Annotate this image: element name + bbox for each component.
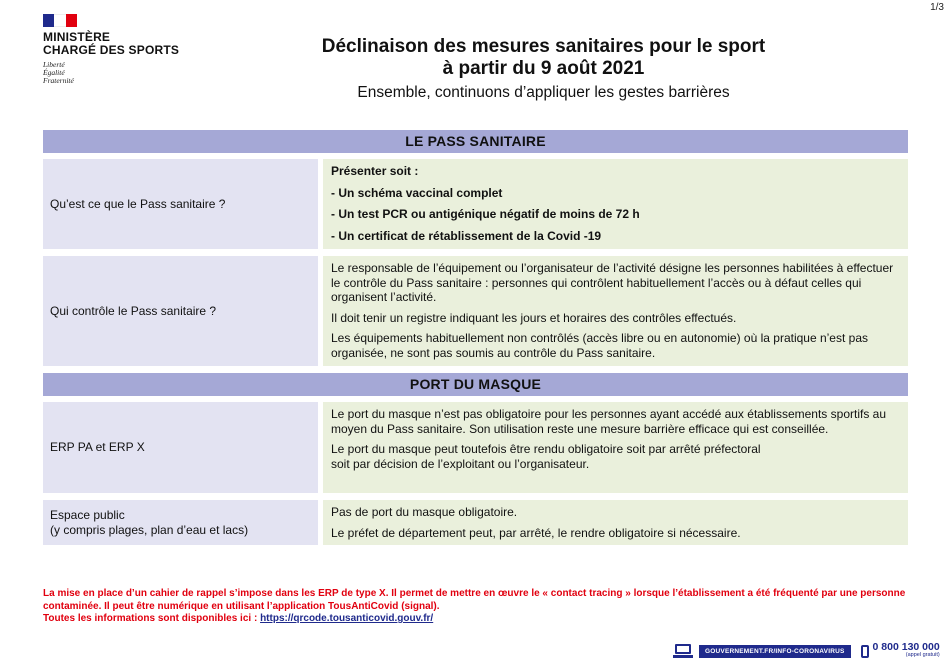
gov-info-link[interactable]: GOUVERNEMENT.FR/INFO-CORONAVIRUS <box>699 645 851 658</box>
section-header-masque: PORT DU MASQUE <box>43 373 908 396</box>
logo-line-1: MINISTÈRE <box>43 30 111 44</box>
motto-egalite: Égalité <box>43 68 65 77</box>
list-item: - Un schéma vaccinal complet <box>331 185 503 200</box>
page-date: à partir du 9 août 2021 <box>442 58 645 79</box>
table-row <box>43 402 908 493</box>
answer-paragraph: Pas de port du masque obligatoire. <box>331 505 518 519</box>
answer-paragraph: Il doit tenir un registre indiquant les jours et horaires des contrôles effectués. <box>331 310 737 325</box>
page-title: Déclinaison des mesures sanitaires pour le sport <box>321 36 766 57</box>
tousanticovid-link[interactable]: https://qrcode.tousanticovid.gouv.fr/ <box>260 613 434 624</box>
question-public-space: Espace public <box>50 507 125 522</box>
answer-paragraph: Le port du masque peut toutefois être rendu obligatoire soit par arrêté préfectoral <box>331 442 761 456</box>
answer-paragraph: Le port du masque n’est pas obligatoire pour les personnes ayant accédé aux établissements sportifs au moyen du Pass sanitaire. Son utilisation reste une mesure barrière efficace qui est conseillée. <box>331 407 886 436</box>
answer-paragraph: Le responsable de l’équipement ou l’organisateur de l’activité désigne les personnes habilitées à effectuer le contrôle du Pass sanitaire : personnes qui contrôlent habituellement l’accès ou à défaut celles qui organisent l’activité. <box>331 261 894 304</box>
question-erp: ERP PA et ERP X <box>50 440 145 454</box>
footnote <box>43 588 923 626</box>
answer-cell <box>323 500 908 545</box>
bottom-bar <box>673 643 940 659</box>
phone-block <box>873 643 940 659</box>
question-cell <box>43 159 318 249</box>
title-block <box>280 36 807 103</box>
page-subtitle: Ensemble, continuons d’appliquer les gestes barrières <box>357 84 730 101</box>
answer-cell <box>323 159 908 249</box>
french-flag-icon <box>43 14 77 27</box>
table-row <box>43 256 908 366</box>
logo-line-2: CHARGÉ DES SPORTS <box>43 43 180 57</box>
question-cell <box>43 402 318 493</box>
ministry-logo <box>43 14 203 85</box>
motto-liberte: Liberté <box>43 60 65 69</box>
motto-fraternite: Fraternité <box>43 76 74 85</box>
footnote-prefix: Toutes les informations sont disponibles ici : <box>43 613 261 624</box>
answer-cell <box>323 256 908 366</box>
phone-subtitle: (appel gratuit) <box>905 652 940 658</box>
answer-cell <box>323 402 908 493</box>
question-who-controls: Qui contrôle le Pass sanitaire ? <box>50 303 217 318</box>
table-row <box>43 500 908 545</box>
question-cell <box>43 500 318 545</box>
answer-paragraph: Les équipements habituellement non contrôlés (accès libre ou en autonomie) où la pratique n’est pas organisée, ne sont pas soumis au contrôle du Pass sanitaire. <box>331 331 868 360</box>
section-header-pass: LE PASS SANITAIRE <box>43 130 908 153</box>
list-item: - Un certificat de rétablissement de la Covid -19 <box>331 228 602 243</box>
question-what-is-pass: Qu’est ce que le Pass sanitaire ? <box>50 196 226 211</box>
answer-paragraph: soit par décision de l’exploitant ou l’organisateur. <box>331 456 590 471</box>
laptop-icon <box>673 644 693 658</box>
footnote-text: La mise en place d’un cahier de rappel s’impose dans les ERP de type X. Il permet de mettre en œuvre le « contact tracing » lorsque l’établissement a été fréquenté par une personne contaminée. Il peut être numérique en utilisant l’application TousAntiCovid (signal). <box>43 588 906 612</box>
question-cell <box>43 256 318 366</box>
question-public-space-detail: (y compris plages, plan d’eau et lacs) <box>50 522 249 537</box>
page-number: 1/3 <box>930 2 944 13</box>
answer-intro: Présenter soit : <box>331 164 419 178</box>
phone-number: 0 800 130 000 <box>872 641 940 653</box>
table-row <box>43 159 908 249</box>
phone-icon <box>861 645 869 658</box>
list-item: - Un test PCR ou antigénique négatif de moins de 72 h <box>331 207 640 221</box>
answer-paragraph: Le préfet de département peut, par arrêté, le rendre obligatoire si nécessaire. <box>331 525 741 540</box>
